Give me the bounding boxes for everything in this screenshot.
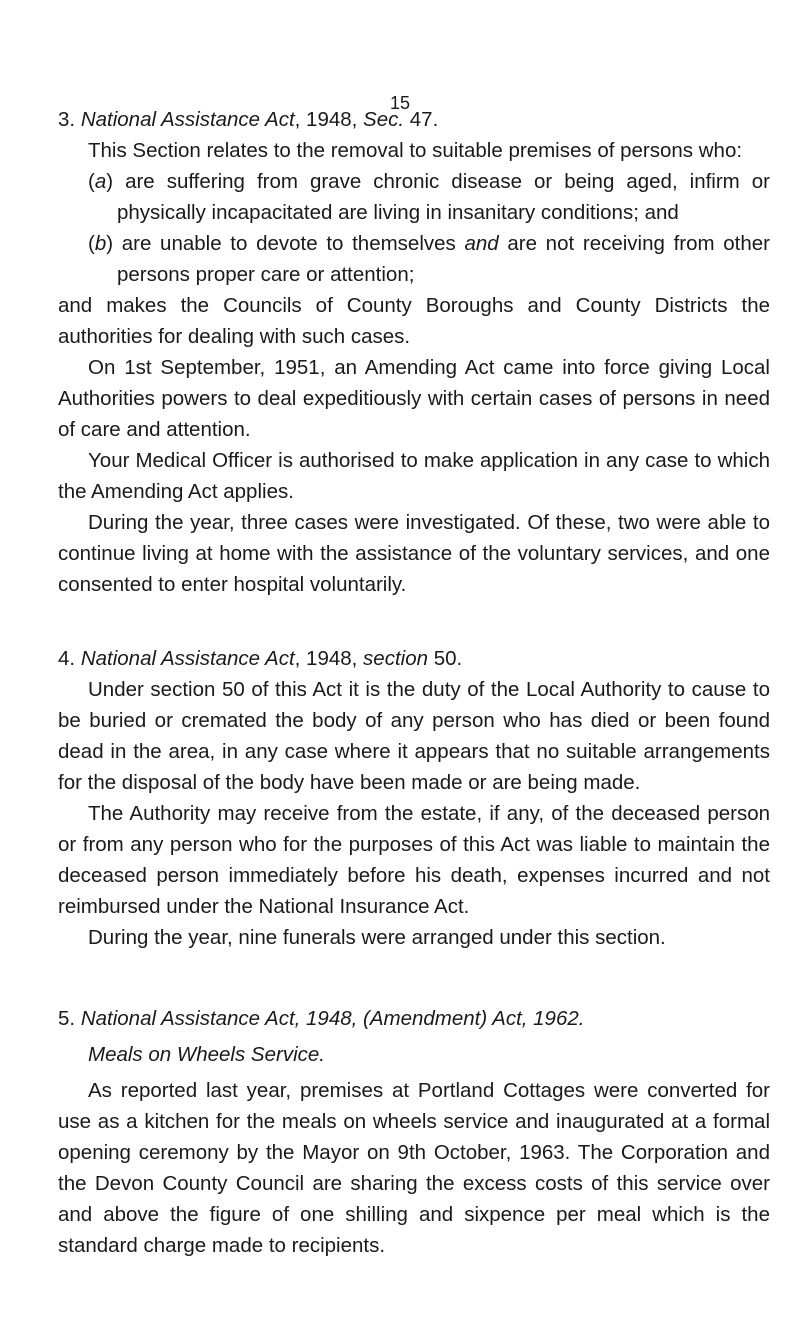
section-heading [58,1003,770,1034]
heading-text: Sec. [363,108,405,131]
heading-text: , 1948, [294,108,364,131]
item-text: are not receiving from other persons proper care or attention; [117,232,770,286]
subheading [58,1039,770,1070]
paragraph: As reported last year, premises at Portland Cottages were converted for use as a kitchen for the meals on wheels service and inaugurated at a formal opening ceremony by the Mayor on 9th October, 1963. The Corporation and the Devon County Council are sharing the excess costs of this service over and above the figure of one shilling and sixpence per meal which is the standard charge made to recipients. [58,1079,770,1257]
list-item: (a) are suffering from grave chronic disease or being aged, infirm or physically incapacitated are living in insanitary conditions; and [88,170,770,224]
paragraph: Under section 50 of this Act it is the duty of the Local Authority to cause to be buried or cremated the body of any person who has died or been found dead in the area, in any case where it appears that no suitable arrangements for the disposal of the body have been made or are being made. [58,678,770,794]
paragraph: Your Medical Officer is authorised to make application in any case to which the Amending Act applies. [58,449,770,503]
heading-text: 47. [404,108,439,131]
paragraph: The Authority may receive from the estate, if any, of the deceased person or from any person who for the purposes of this Act was liable to maintain the deceased person immediately before his death, expenses incurred and not reimbursed under the National Insurance Act. [58,802,770,918]
heading-text: 50. [428,647,463,670]
page-number: 15 [389,93,411,113]
section-number: 4. [58,647,76,670]
heading-text: , 1948, [294,647,364,670]
paragraph: This Section relates to the removal to suitable premises of persons who: [88,139,743,162]
act-title: National Assistance Act, 1948, (Amendment) Act, 1962. [80,1007,585,1030]
paragraph: and makes the Councils of County Boroughs and County Districts the authorities for dealing with such cases. [58,294,770,348]
item-label: b [94,232,107,255]
section-heading [58,643,770,674]
item-text: are unable to devote to themselves [121,232,465,255]
section-number: 3. [58,108,76,131]
item-text: are suffering from grave chronic disease or being aged, infirm or physically incapacitated are living in insanitary conditions; and [117,170,770,224]
section-4 [58,643,770,953]
heading-text: section [363,647,429,670]
act-title: National Assistance Act [80,647,295,670]
list-item: (b) are unable to devote to themselves and are not receiving from other persons proper care or attention; [88,232,770,286]
section-number: 5. [58,1007,76,1030]
subheading-text: Meals on Wheels Service. [88,1043,325,1066]
section-5 [58,1003,770,1261]
paragraph: During the year, nine funerals were arranged under this section. [88,926,666,949]
act-title: National Assistance Act [80,108,295,131]
section-3 [58,104,770,600]
paragraph: During the year, three cases were investigated. Of these, two were able to continue living at home with the assistance of the voluntary services, and one consented to enter hospital voluntarily. [58,511,770,596]
item-label: a [94,170,107,193]
paragraph: On 1st September, 1951, an Amending Act came into force giving Local Authorities powers to deal expeditiously with certain cases of persons in need of care and attention. [58,356,770,441]
item-text: and [464,232,499,255]
section-heading [58,104,770,135]
